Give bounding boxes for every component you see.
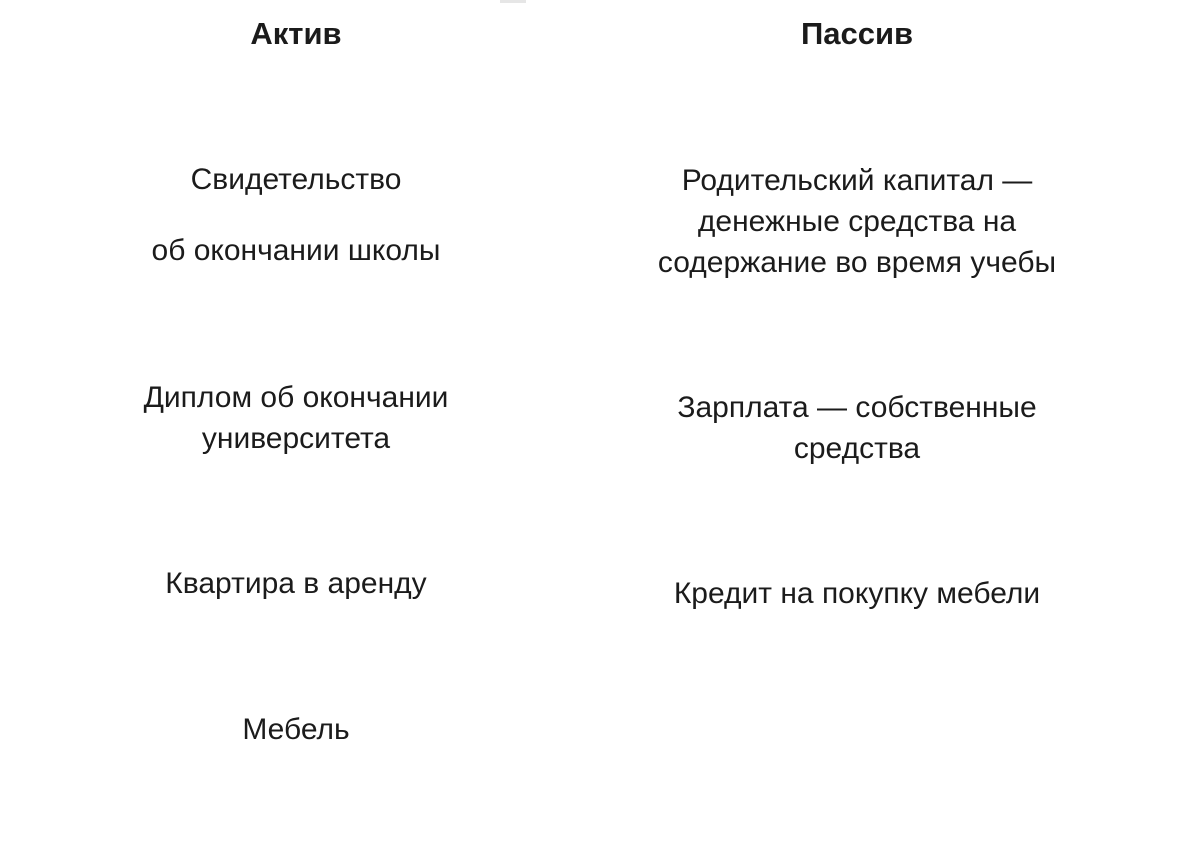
top-scroll-marker <box>500 0 526 3</box>
asset-item-line: Свидетельство <box>190 163 402 196</box>
liability-item <box>577 387 1137 469</box>
asset-item-line: университета <box>201 422 391 455</box>
asset-item <box>16 709 576 750</box>
asset-item-line: Квартира в аренду <box>165 567 427 600</box>
liability-item-line: содержание во время учебы <box>657 246 1057 279</box>
liability-item-line: средства <box>793 432 921 465</box>
asset-item-line: Диплом об окончании <box>143 381 449 414</box>
liability-item-line: Родительский капитал — <box>681 164 1033 197</box>
asset-item-line: Мебель <box>242 713 350 746</box>
asset-item <box>16 563 576 604</box>
asset-item-line: об окончании школы <box>151 234 441 267</box>
asset-column-header: Актив <box>250 16 342 51</box>
asset-item <box>16 159 576 271</box>
liability-item-line: денежные средства на <box>697 205 1017 238</box>
asset-item <box>16 377 576 459</box>
liability-item-line: Зарплата — собственные <box>677 391 1037 424</box>
liability-item-line: Кредит на покупку мебели <box>673 577 1041 610</box>
liability-item <box>577 160 1137 283</box>
liability-column-header: Пассив <box>800 16 914 51</box>
liability-item <box>577 573 1137 614</box>
